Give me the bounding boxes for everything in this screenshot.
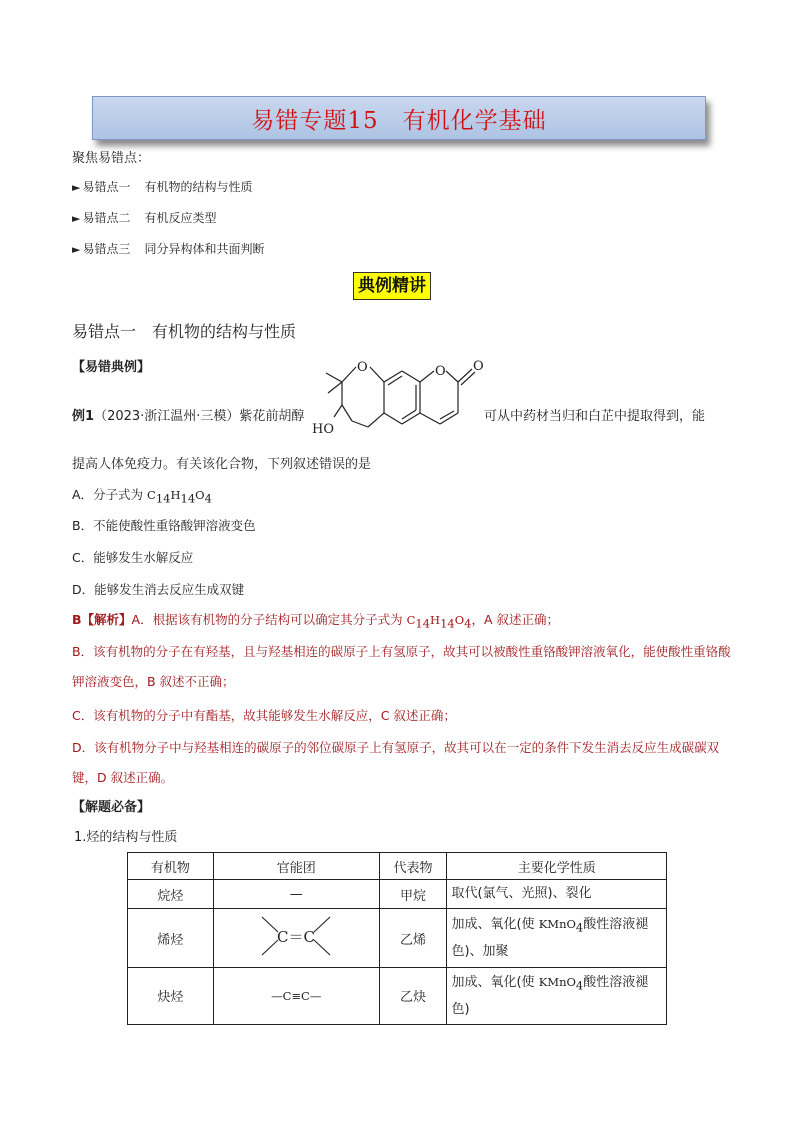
typical-example-label: 【易错典例】 (72, 360, 151, 375)
table-cell: 加成、氧化(使 KMnO$_4$酸性溶液褪 色) (447, 968, 667, 1025)
hydrocarbon-table (127, 852, 667, 1025)
focus-heading: 聚焦易错点： (72, 151, 151, 166)
table-cell: 乙炔 (379, 968, 447, 1025)
oxygen-label: O (473, 359, 484, 374)
option-a: A．分子式为 $C_{14}H_{14}O_4$ (72, 487, 212, 506)
oxygen-label: O (435, 364, 446, 379)
table-cell: 加成、氧化(使 KMnO$_4$酸性溶液褪 色)、加聚 (447, 909, 667, 968)
table-cell: 取代(氯气、光照)、裂化 (447, 880, 667, 909)
table-cell (213, 909, 379, 968)
focus-item-1: ► 易错点一 有机物的结构与性质 (72, 180, 253, 194)
table-header-row (128, 853, 667, 880)
double-bond-label: C＝C (277, 928, 316, 946)
option-b: B．不能使酸性重铬酸钾溶液变色 (72, 518, 256, 533)
hydroxyl-label: HO (312, 422, 334, 437)
question-line-1-tail: 可从中药材当归和白芷中提取得到，能 (484, 409, 706, 424)
question-line-2: 提高人体免疫力。有关该化合物，下列叙述错误的是 (72, 457, 372, 472)
triangle-icon: ► (72, 243, 81, 256)
analysis-a: B【解析】A．根据该有机物的分子结构可以确定其分子式为 $C_{14}H_{14}O_4$，A 叙述正确； (72, 612, 559, 631)
triangle-icon: ► (72, 181, 81, 194)
focus-item-2: ► 易错点二 有机反应类型 (72, 211, 217, 225)
section-title: 易错点一 有机物的结构与性质 (72, 322, 297, 341)
table-row (128, 909, 667, 968)
table-row (128, 968, 667, 1025)
page-title: 易错专题15 有机化学基础 (251, 107, 547, 134)
table-header: 有机物 (128, 853, 214, 880)
prep-label: 【解题必备】 (72, 800, 151, 815)
table-cell: 甲烷 (379, 880, 447, 909)
analysis-d: D．该有机物分子中与羟基相连的碳原子的邻位碳原子上有氢原子，故其可以在一定的条件下发生消去反应生成碳碳双键，D 叙述正确。 (72, 740, 720, 785)
double-bond-structure (246, 911, 346, 961)
example-tag: 典例精讲 (353, 272, 431, 300)
table-cell: — (213, 880, 379, 909)
table-cell: —C≡C— (213, 968, 379, 1025)
table-header: 代表物 (379, 853, 447, 880)
triangle-icon: ► (72, 212, 81, 225)
analysis-b: B．该有机物的分子在有羟基，且与羟基相连的碳原子上有氢原子，故其可以被酸性重铬酸钾溶液氧化，能使酸性重铬酸钾溶液变色，B 叙述不正确； (72, 644, 731, 689)
table-cell: 烷烃 (128, 880, 214, 909)
table-header: 官能团 (213, 853, 379, 880)
table-cell: 炔烃 (128, 968, 214, 1025)
analysis-c: C．该有机物的分子中有酯基，故其能够发生水解反应，C 叙述正确； (72, 708, 456, 723)
focus-item-3: ► 易错点三 同分异构体和共面判断 (72, 242, 265, 256)
question-line-1: 例1（2023·浙江温州·三模）紫花前胡醇 (72, 409, 305, 424)
table-title: 1.烃的结构与性质 (74, 830, 178, 845)
molecule-structure (312, 355, 498, 443)
table-header: 主要化学性质 (447, 853, 667, 880)
table-cell: 烯烃 (128, 909, 214, 968)
oxygen-label: O (357, 360, 368, 375)
table-cell: 乙烯 (379, 909, 447, 968)
table-row (128, 880, 667, 909)
title-banner (92, 96, 706, 140)
option-c: C．能够发生水解反应 (72, 550, 194, 565)
option-d: D．能够发生消去反应生成双键 (72, 582, 245, 597)
